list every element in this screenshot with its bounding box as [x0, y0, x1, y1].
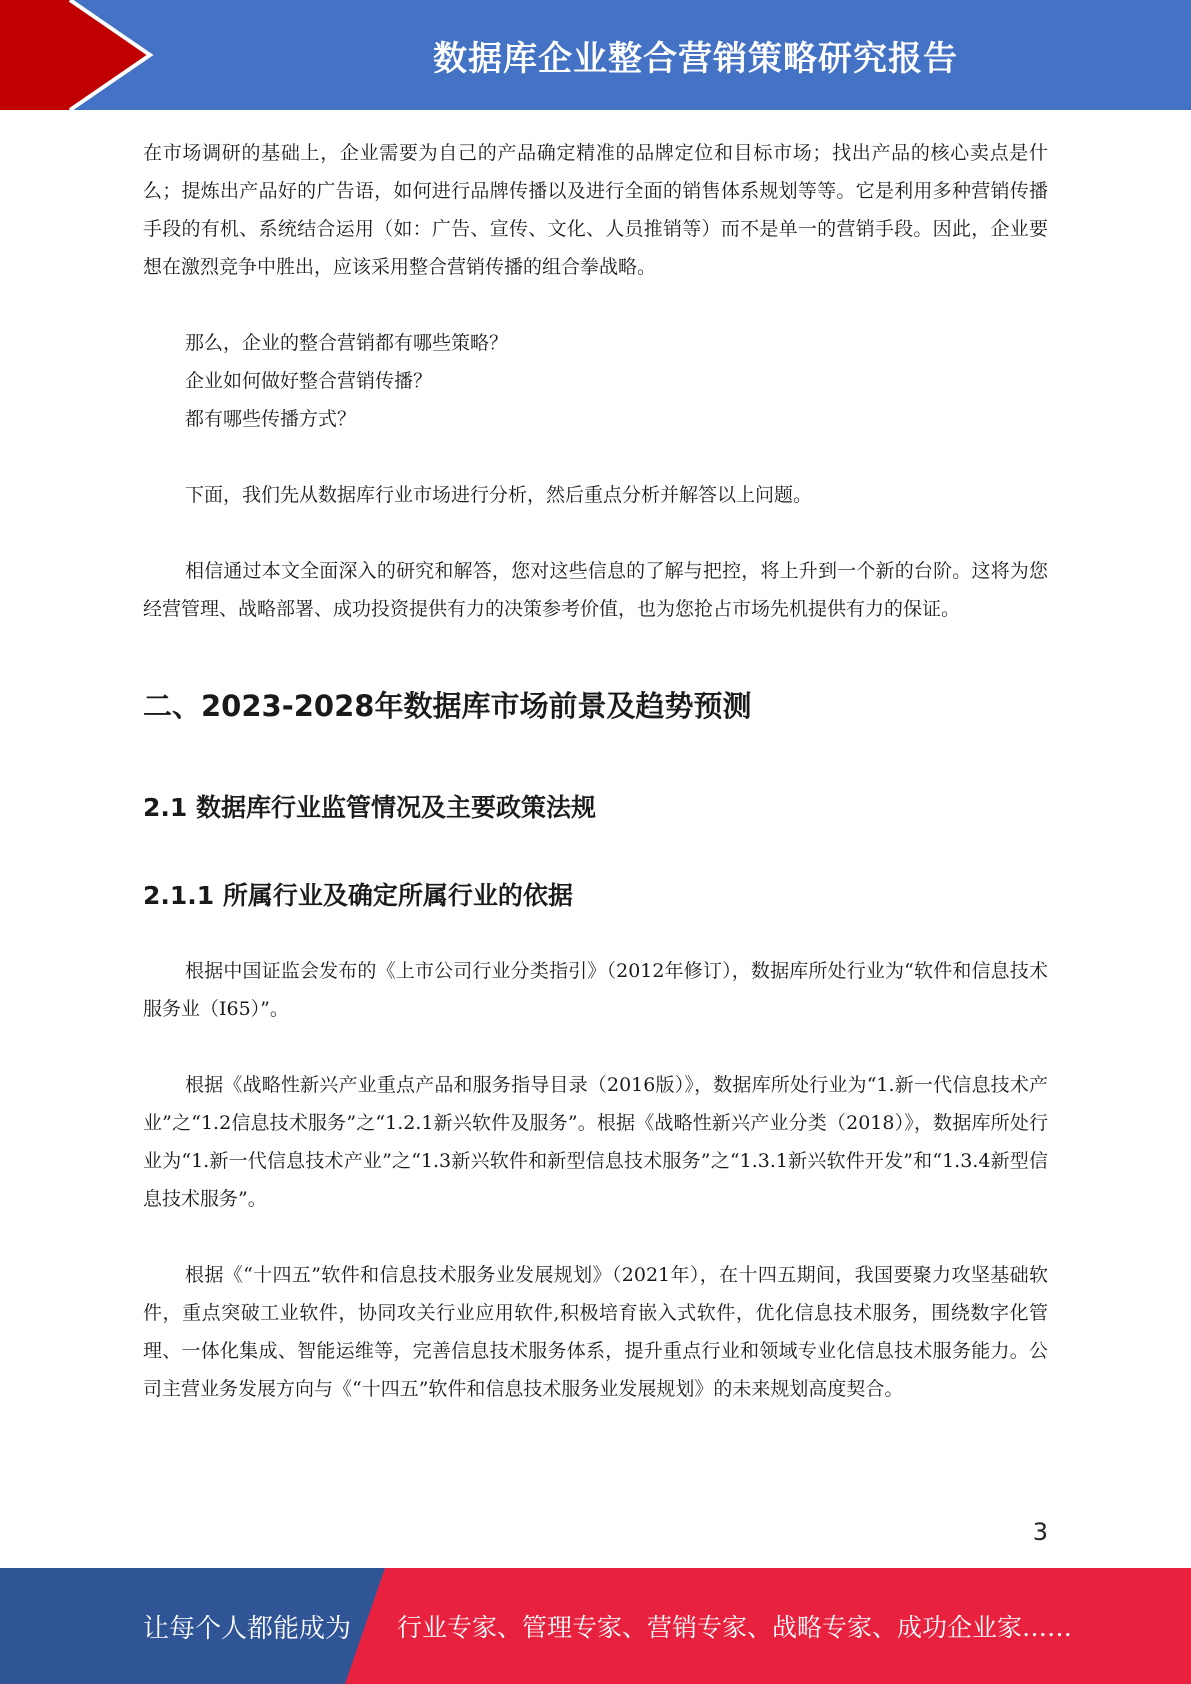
question-3: 都有哪些传播方式？ [185, 408, 357, 430]
page-body [143, 134, 1048, 1408]
header-red-arrow [0, 0, 150, 110]
document-title: 数据库企业整合营销策略研究报告 [433, 38, 958, 79]
subsubsection-heading: 2.1.1 所属行业及确定所属行业的依据 [143, 881, 573, 910]
question-2: 企业如何做好整合营销传播？ [185, 370, 433, 392]
section-heading: 二、2023-2028年数据库市场前景及趋势预测 [143, 689, 752, 723]
question-1: 那么，企业的整合营销都有哪些策略？ [185, 332, 509, 354]
footer-slogan-right: 行业专家、管理专家、营销专家、战略专家、成功企业家…… [397, 1613, 1073, 1642]
csrc-classification-paragraph: 根据中国证监会发布的《上市公司行业分类指引》（2012年修订），数据库所处行业为“软件和信息技术服务业（I65）”。 [143, 960, 1048, 1020]
next-paragraph: 下面，我们先从数据库行业市场进行分析，然后重点分析并解答以上问题。 [185, 484, 813, 506]
five-year-plan-paragraph: 根据《“十四五”软件和信息技术服务业发展规划》（2021年），在十四五期间，我国要聚力攻坚基础软件，重点突破工业软件，协同攻关行业应用软件,积极培育嵌入式软件，优化信息技术服务，围绕数字化管理、一体化集成、智能运维等，完善信息技术服务体系，提升重点行业和领域专业化信息技术服务能力。公司主营业务发展方向与《“十四五”软件和信息技术服务业发展规划》的未来规划高度契合。 [143, 1264, 1048, 1400]
subsection-heading: 2.1 数据库行业监管情况及主要政策法规 [143, 793, 596, 822]
belief-paragraph: 相信通过本文全面深入的研究和解答，您对这些信息的了解与把控，将上升到一个新的台阶。这将为您经营管理、战略部署、成功投资提供有力的决策参考价值，也为您抢占市场先机提供有力的保证。 [143, 560, 1048, 620]
footer-slogan-left: 让每个人都能成为 [143, 1613, 352, 1644]
strategic-industry-paragraph: 根据《战略性新兴产业重点产品和服务指导目录（2016版）》，数据库所处行业为“1.新一代信息技术产业”之“1.2信息技术服务”之“1.2.1新兴软件及服务”。根据《战略性新兴产业分类（2018）》，数据库所处行业为“1.新一代信息技术产业”之“1.3新兴软件和新型信息技术服务”之“1.3.1新兴软件开发”和“1.3.4新型信息技术服务”。 [143, 1074, 1048, 1210]
page-footer [0, 1568, 1191, 1684]
page-number: 3 [1032, 1518, 1048, 1546]
page-header [0, 0, 1191, 110]
intro-paragraph: 在市场调研的基础上，企业需要为自己的产品确定精准的品牌定位和目标市场；找出产品的核心卖点是什么；提炼出产品好的广告语，如何进行品牌传播以及进行全面的销售体系规划等等。它是利用多种营销传播手段的有机、系统结合运用（如：广告、宣传、文化、人员推销等）而不是单一的营销手段。因此，企业要想在激烈竞争中胜出，应该采用整合营销传播的组合拳战略。 [143, 142, 1048, 278]
